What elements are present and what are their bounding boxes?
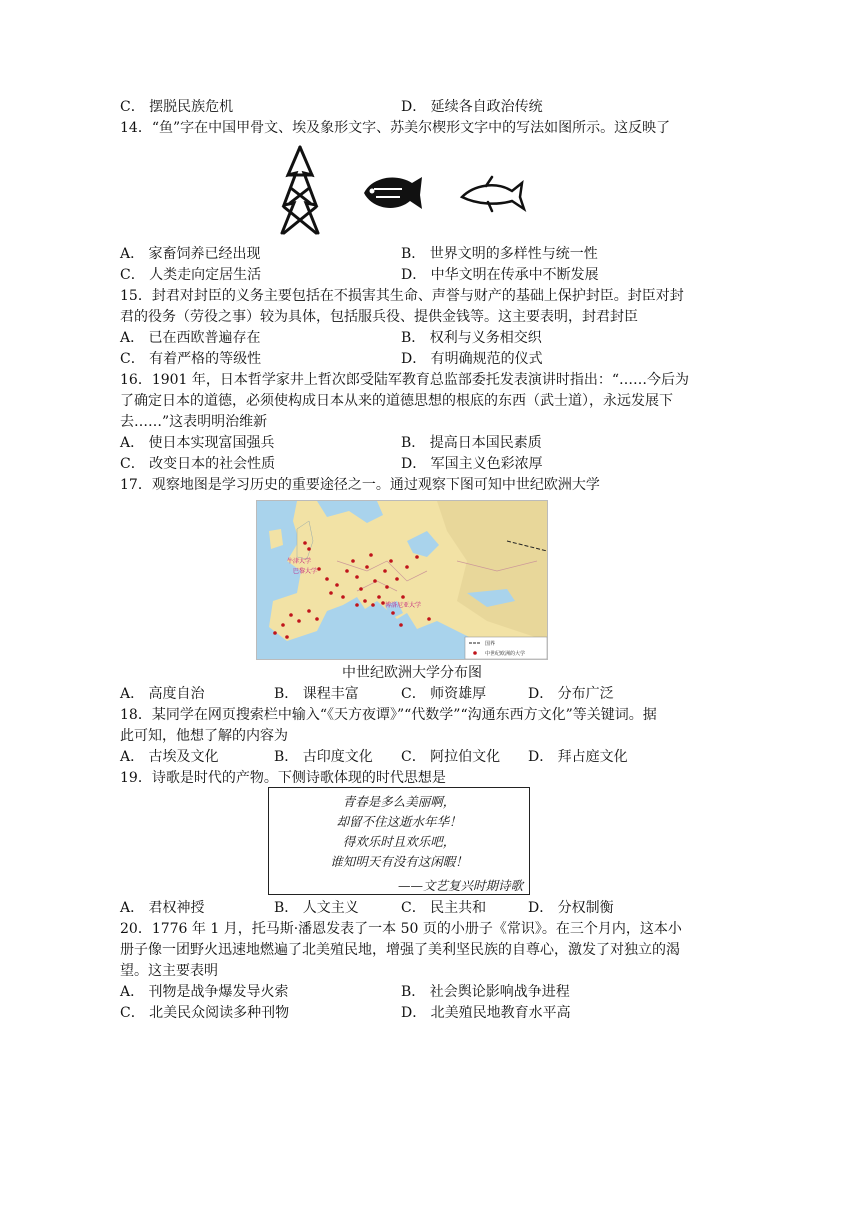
poem-line-2: 却留不住这逝水年华！ bbox=[336, 814, 462, 829]
q16-stem-line2: 了确定日本的道德，必须使构成日本从来的道德思想的根底的东西（武士道），永远发展下 bbox=[120, 393, 673, 409]
poem-line-4: 谁知明天有没有这闲暇！ bbox=[330, 854, 468, 869]
q20-stem-line2: 册子像一团野火迅速地燃遍了北美殖民地，增强了美利坚民族的自尊心，激发了对独立的渴 bbox=[120, 942, 680, 958]
q13-option-c: C． 摆脱民族危机 bbox=[120, 99, 234, 115]
q18-stem-line1: 18．某同学在网页搜索栏中输入“《天方夜谭》”“代数学”“沟通东西方文化”等关键词。据 bbox=[120, 707, 657, 723]
q20-stem-line1: 20．1776 年 1 月，托马斯·潘恩发表了一本 50 页的小册子《常识》。在三个月内，这本小 bbox=[120, 921, 682, 937]
q18-option-c: C． 阿拉伯文化 bbox=[401, 749, 501, 765]
q16-option-b: B． 提高日本国民素质 bbox=[401, 435, 542, 451]
q20-stem-line3: 望。这主要表明 bbox=[120, 963, 218, 979]
q17-option-a: A． 高度自治 bbox=[120, 686, 205, 702]
q15-option-d: D． 有明确规范的仪式 bbox=[401, 351, 543, 367]
q19-option-c: C． 民主共和 bbox=[401, 900, 487, 916]
map-label-bologna: 博洛尼亚大学 bbox=[385, 602, 422, 609]
q19-option-a: A． 君权神授 bbox=[120, 900, 205, 916]
poem-source: ——文艺复兴时期诗歌 bbox=[397, 878, 523, 893]
fish-glyphs bbox=[278, 145, 538, 235]
q15-option-b: B． 权利与义务相交织 bbox=[401, 330, 542, 346]
q18-option-d: D． 拜占庭文化 bbox=[528, 749, 628, 765]
q16-option-d: D． 军国主义色彩浓厚 bbox=[401, 456, 543, 472]
q14-option-b: B． 世界文明的多样性与统一性 bbox=[401, 246, 598, 262]
map-label-oxford: 牛津大学 bbox=[287, 558, 312, 565]
q19-option-d: D． 分权制衡 bbox=[528, 900, 614, 916]
q17-option-b: B． 课程丰富 bbox=[274, 686, 359, 702]
q18-option-b: B． 古印度文化 bbox=[274, 749, 373, 765]
map-label-paris: 巴黎大学 bbox=[293, 568, 318, 575]
q17-stem: 17．观察地图是学习历史的重要途径之一。通过观察下图可知中世纪欧洲大学 bbox=[120, 477, 600, 493]
q14-stem: 14．“鱼”字在中国甲骨文、埃及象形文字、苏美尔楔形文字中的写法如图所示。这反映了 bbox=[120, 120, 671, 136]
poem-box bbox=[268, 787, 530, 895]
q16-option-a: A． 使日本实现富国强兵 bbox=[120, 435, 275, 451]
sumerian-fish-icon bbox=[462, 177, 524, 211]
legend-university: 中世纪欧洲的大学 bbox=[485, 651, 526, 657]
egyptian-hieroglyph-fish-icon bbox=[364, 177, 422, 209]
q15-stem-line2: 君的役务（劳役之事）较为具体，包括服兵役、提供金钱等。这主要表明，封君封臣 bbox=[120, 309, 638, 325]
q17-option-d: D． 分布广泛 bbox=[528, 686, 614, 702]
q14-option-d: D． 中华文明在传承中不断发展 bbox=[401, 267, 599, 283]
medieval-universities-map bbox=[256, 500, 548, 660]
q19-stem: 19．诗歌是时代的产物。下侧诗歌体现的时代思想是 bbox=[120, 770, 446, 786]
q20-option-c: C． 北美民众阅读多种刊物 bbox=[120, 1005, 290, 1021]
q15-stem-line1: 15．封君对封臣的义务主要包括在不损害其生命、声誉与财产的基础上保护封臣。封臣对封 bbox=[120, 288, 684, 304]
q18-option-a: A． 古埃及文化 bbox=[120, 749, 219, 765]
q20-option-b: B． 社会舆论影响战争进程 bbox=[401, 984, 570, 1000]
legend-border: 国界 bbox=[485, 641, 496, 647]
q16-option-c: C． 改变日本的社会性质 bbox=[120, 456, 276, 472]
q14-option-c: C． 人类走向定居生活 bbox=[120, 267, 262, 283]
q18-stem-line2: 此可知，他想了解的内容为 bbox=[120, 728, 288, 744]
q17-option-c: C． 师资雄厚 bbox=[401, 686, 487, 702]
europe-map-svg bbox=[257, 501, 547, 659]
q13-option-d: D． 延续各自政治传统 bbox=[401, 99, 543, 115]
q15-option-c: C． 有着严格的等级性 bbox=[120, 351, 262, 367]
q19-option-b: B． 人文主义 bbox=[274, 900, 359, 916]
map-caption: 中世纪欧洲大学分布图 bbox=[342, 665, 482, 681]
q16-stem-line1: 16．1901 年，日本哲学家井上哲次郎受陆军教育总监部委托发表演讲时指出：“……今后为 bbox=[120, 372, 690, 388]
q14-option-a: A． 家畜饲养已经出现 bbox=[120, 246, 261, 262]
oracle-bone-fish-icon bbox=[282, 147, 318, 233]
poem-line-1: 青春是多么美丽啊， bbox=[342, 794, 456, 809]
poem-line-3: 得欢乐时且欢乐吧， bbox=[342, 834, 456, 849]
q15-option-a: A． 已在西欧普遍存在 bbox=[120, 330, 261, 346]
fish-scripts-figure bbox=[278, 145, 538, 235]
q20-option-a: A． 刊物是战争爆发导火索 bbox=[120, 984, 289, 1000]
q20-option-d: D． 北美殖民地教育水平高 bbox=[401, 1005, 571, 1021]
q16-stem-line3: 去……”这表明明治维新 bbox=[120, 414, 268, 430]
